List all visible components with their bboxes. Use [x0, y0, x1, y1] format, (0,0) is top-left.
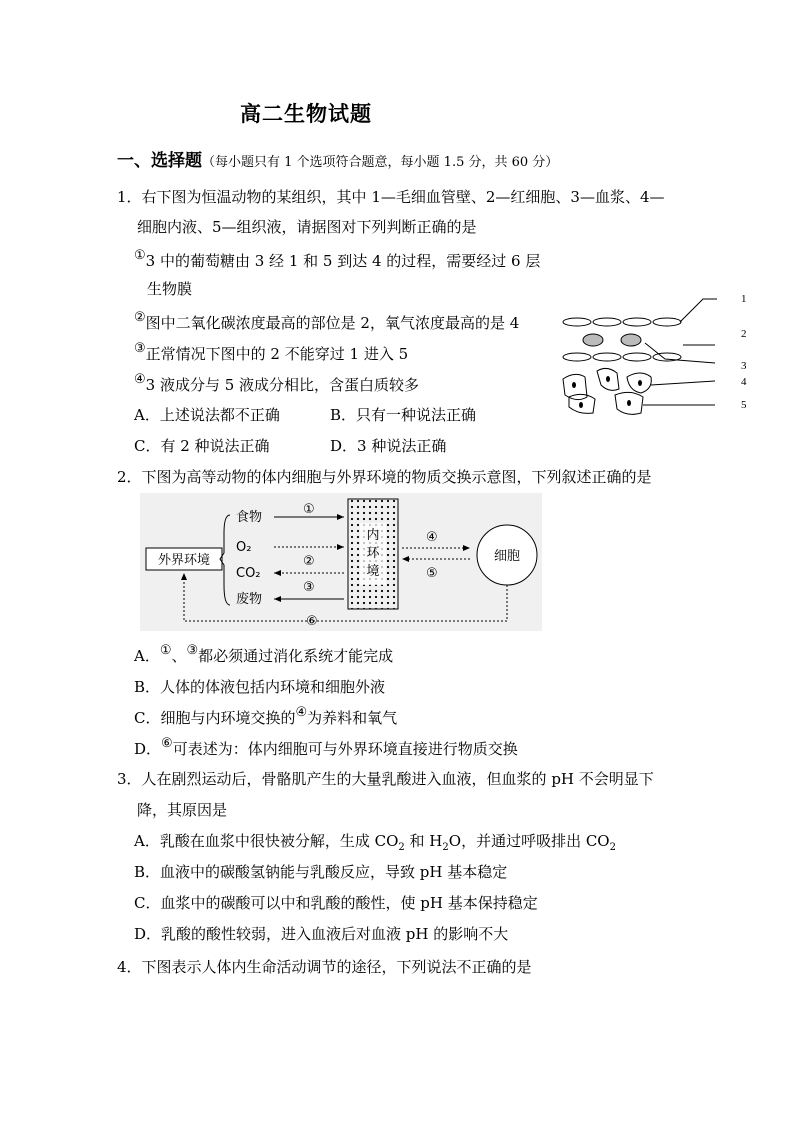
fig-label-5: 5 — [741, 399, 747, 411]
page-title: 高二生物试题 — [240, 101, 372, 126]
arrow-1-label: ① — [303, 502, 315, 517]
q1-option-b: B．只有一种说法正确 — [330, 406, 477, 424]
q1-stem-line1: 1．右下图为恒温动物的某组织，其中 1—毛细血管壁、2—红细胞、3—血浆、4— — [117, 188, 665, 206]
q2-option-a: A．①、③都必须通过消化系统才能完成 — [134, 643, 394, 665]
section-heading — [117, 146, 558, 171]
arrow-5-label: ⑤ — [426, 566, 438, 581]
waste-label: 废物 — [236, 592, 263, 607]
q2-stem: 2．下图为高等动物的体内细胞与外界环境的物质交换示意图，下列叙述正确的是 — [117, 468, 652, 486]
q1-statement-2-mark: ② — [134, 310, 146, 325]
q1-statement-2: ②图中二氧化碳浓度最高的部位是 2，氧气浓度最高的是 4 — [134, 310, 520, 332]
fig-label-3: 3 — [741, 360, 747, 372]
q3-option-b: B．血液中的碳酸氢钠能与乳酸反应，导致 pH 基本稳定 — [134, 863, 508, 881]
q3-stem-line2: 降，其原因是 — [137, 801, 228, 819]
cell-label: 细胞 — [493, 549, 521, 564]
food-label: 食物 — [236, 510, 263, 525]
q3-stem-line1: 3．人在剧烈运动后，骨骼肌产生的大量乳酸进入血液，但血浆的 pH 不会明显下 — [117, 770, 654, 788]
arrow-6-label: ⑥ — [306, 614, 318, 629]
arrow-2-label: ② — [303, 554, 315, 569]
q1-stem-line2: 细胞内液、5—组织液，请据图对下列判断正确的是 — [137, 218, 477, 236]
fig-label-1: 1 — [741, 293, 747, 305]
q1-tissue-figure — [555, 285, 755, 430]
q2-option-b: B．人体的体液包括内环境和细胞外液 — [134, 678, 386, 696]
fig-label-4: 4 — [741, 376, 747, 388]
q1-statement-4: ④3 液成分与 5 液成分相比，含蛋白质较多 — [134, 372, 420, 394]
q3-option-c: C．血浆中的碳酸可以中和乳酸的酸性，使 pH 基本保持稳定 — [134, 894, 538, 912]
q1-option-c: C．有 2 种说法正确 — [134, 437, 270, 455]
q1-statement-3: ③正常情况下图中的 2 不能穿过 1 进入 5 — [134, 341, 409, 363]
section-note: （每小题只有 1 个选项符合题意，每小题 1.5 分，共 60 分） — [202, 155, 559, 170]
q3-option-d: D．乳酸的酸性较弱，进入血液后对血液 pH 的影响不大 — [134, 925, 509, 943]
inner-env-2: 环 — [366, 546, 380, 561]
arrow-4-label: ④ — [426, 530, 438, 545]
q1-statement-3-mark: ③ — [134, 341, 146, 356]
fig-label-2: 2 — [741, 328, 747, 340]
outside-env-label: 外界环境 — [157, 553, 211, 568]
inner-env-1: 内 — [366, 528, 380, 543]
q1-statement-1-mark: ① — [134, 248, 146, 263]
q2-exchange-diagram — [140, 493, 542, 631]
o2-label: O₂ — [236, 540, 252, 555]
section-title: 一、选择题 — [117, 151, 202, 171]
q2-option-d: D．⑥可表述为：体内细胞可与外界环境直接进行物质交换 — [134, 736, 518, 758]
q1-statement-1: ①3 中的葡萄糖由 3 经 1 和 5 到达 4 的过程，需要经过 6 层 — [134, 248, 541, 270]
q4-stem: 4．下图表示人体内生命活动调节的途径，下列说法不正确的是 — [117, 958, 532, 976]
q3-option-a: A．乳酸在血浆中很快被分解，生成 $CO_2$ 和 $H_2O$，并通过呼吸排出 $CO_2$ — [134, 832, 616, 853]
co2-label: CO₂ — [236, 566, 261, 581]
q1-option-a: A．上述说法都不正确 — [134, 406, 280, 424]
q1-statement-4-mark: ④ — [134, 372, 146, 387]
q2-option-c: C．细胞与内环境交换的④为养料和氧气 — [134, 705, 398, 727]
inner-env-3: 境 — [366, 564, 380, 579]
arrow-3-label: ③ — [303, 580, 315, 595]
q1-statement-1-cont: 生物膜 — [147, 280, 193, 298]
q1-option-d: D．3 种说法正确 — [330, 437, 447, 455]
